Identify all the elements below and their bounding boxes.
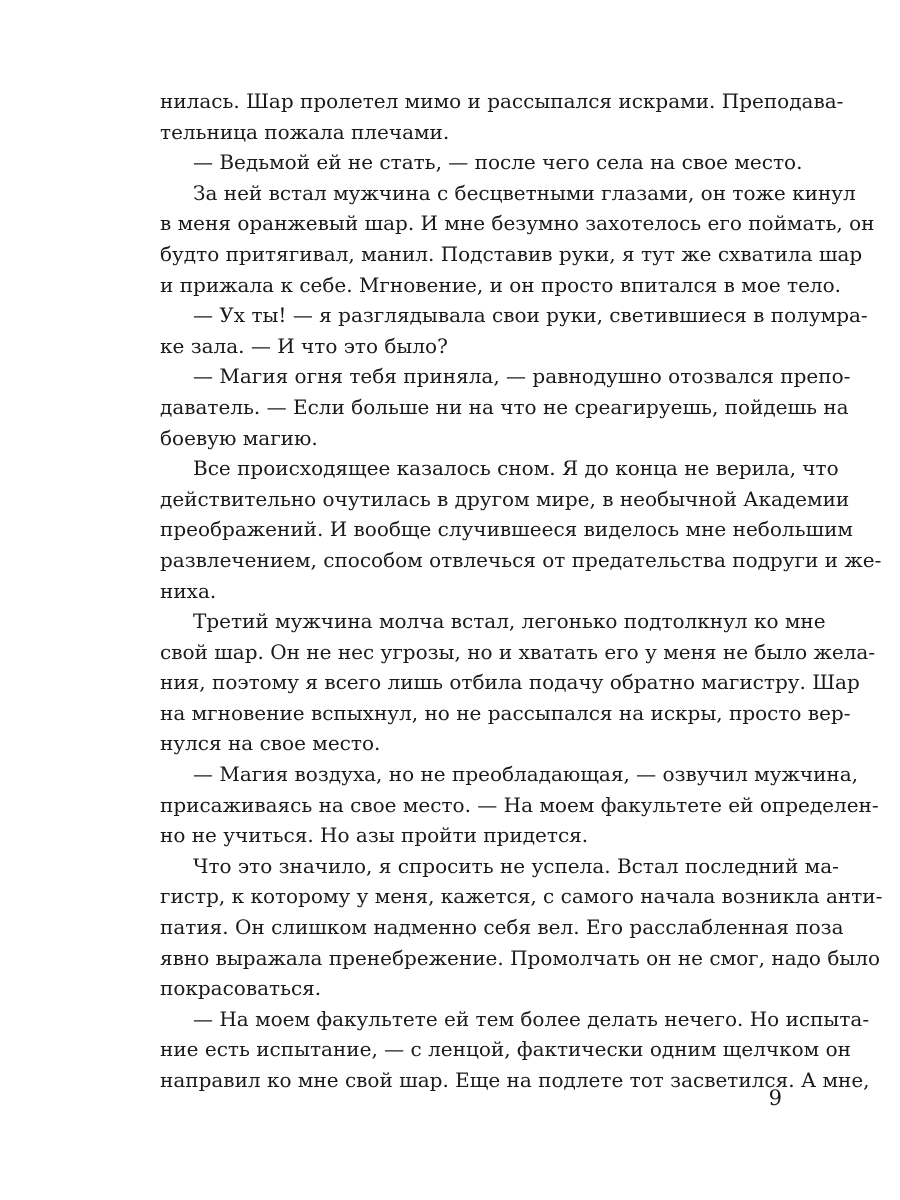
book-page-text — [160, 86, 883, 1096]
text-line: тельница пожала плечами. — [160, 119, 450, 144]
text-line: даватель. — Если больше ни на что не среагируешь, пойдешь на — [160, 394, 849, 419]
text-line: преображений. И вообще случившееся виделось мне небольшим — [160, 517, 853, 542]
text-line: — На моем факультете ей тем более делать нечего. Но испыта- — [193, 1006, 870, 1031]
text-line: Третий мужчина молча встал, легонько подтолкнул ко мне — [193, 609, 826, 634]
text-line: боевую магию. — [160, 425, 318, 450]
text-line: на мгновение вспыхнул, но не рассыпался на искры, просто вер- — [160, 700, 851, 725]
text-line: ния, поэтому я всего лишь отбила подачу обратно магистру. Шар — [160, 670, 860, 695]
text-line: нилась. Шар пролетел мимо и рассыпался искрами. Преподава- — [160, 89, 844, 113]
text-line: — Магия огня тебя приняла, — равнодушно отозвался препо- — [193, 364, 851, 389]
text-line: ке зала. — И что это было? — [160, 333, 448, 358]
text-line: — Ведьмой ей не стать, — после чего села на свое место. — [193, 150, 803, 175]
page-number: 9 — [768, 1086, 782, 1110]
text-line: патия. Он слишком надменно себя вел. Его расслабленная поза — [160, 915, 844, 940]
text-line: и прижала к себе. Мгновение, и он просто впитался в мое тело. — [160, 272, 842, 297]
text-line: Что это значило, я спросить не успела. Встал последний ма- — [193, 853, 839, 878]
text-line: в меня оранжевый шар. И мне безумно захотелось его поймать, он — [160, 211, 875, 236]
text-line: действительно очутилась в другом мире, в необычной Академии — [160, 486, 850, 511]
text-line: За ней встал мужчина с бесцветными глазами, он тоже кинул — [193, 180, 856, 205]
text-line: будто притягивал, манил. Подставив руки, я тут же схватила шар — [160, 241, 863, 266]
text-line: ниха. — [160, 578, 217, 603]
text-line: ние есть испытание, — с ленцой, фактически одним щелчком он — [160, 1037, 851, 1062]
text-line: нулся на свое место. — [160, 731, 381, 756]
text-line: покрасоваться. — [160, 976, 322, 1001]
text-line: Все происходящее казалось сном. Я до конца не верила, что — [193, 456, 839, 481]
text-line: свой шар. Он не нес угрозы, но и хватать его у меня не было жела- — [160, 639, 876, 664]
text-line: направил ко мне свой шар. Еще на подлете тот засветился. А мне, — [160, 1068, 870, 1092]
text-line: явно выражала пренебрежение. Промолчать он не смог, надо было — [160, 945, 881, 970]
text-line: развлечением, способом отвлечься от предательства подруги и же- — [160, 547, 882, 572]
text-line: присаживаясь на свое место. — На моем факультете ей определен- — [160, 792, 879, 817]
text-line: но не учиться. Но азы пройти придется. — [160, 823, 589, 848]
text-line: — Ух ты! — я разглядывала свои руки, светившиеся в полумра- — [193, 303, 868, 328]
text-line: — Магия воздуха, но не преобладающая, — озвучил мужчина, — [193, 762, 859, 787]
text-line: гистр, к которому у меня, кажется, с самого начала возникла анти- — [160, 884, 883, 909]
